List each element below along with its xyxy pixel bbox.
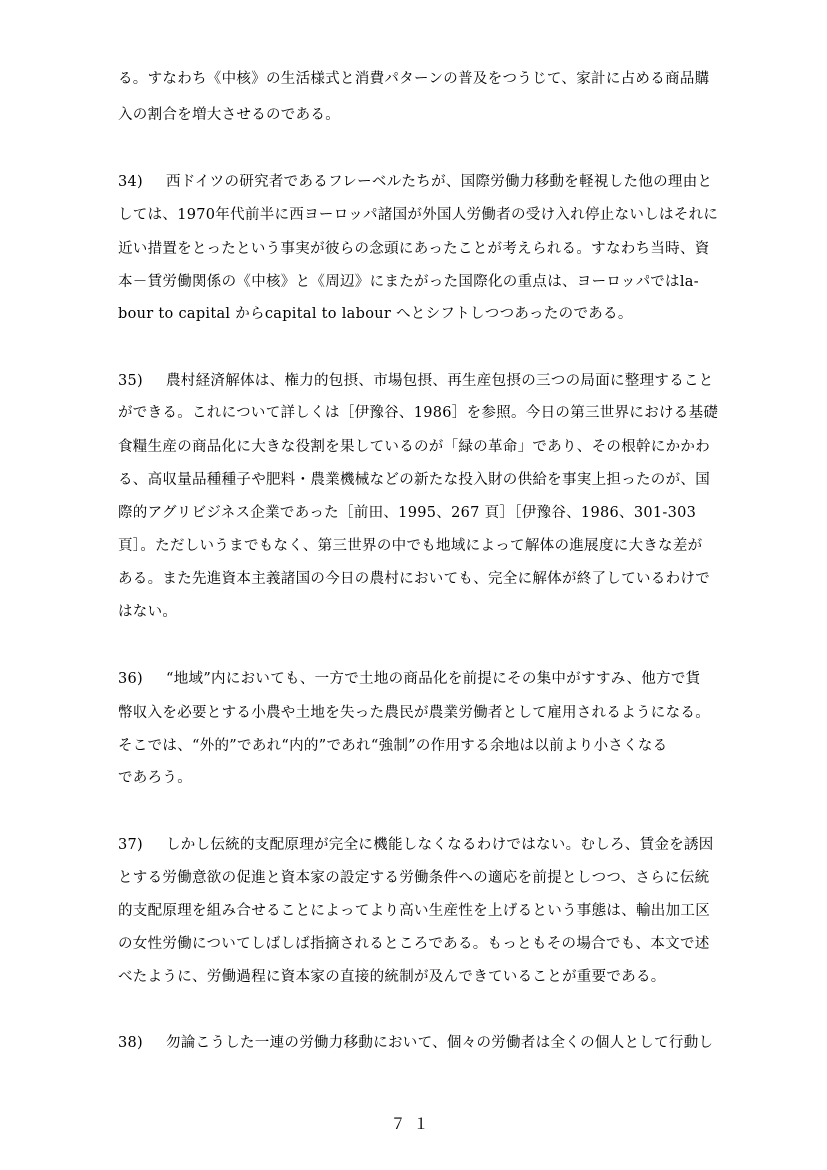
note-number: 36) (118, 671, 144, 687)
note-34-line-4: 本－賃労働関係の《中核》と《周辺》にまたがった国際化の重点は、ヨーロッパではla- (118, 274, 699, 290)
note-35-line-6: 頁］。ただしいうまでもなく、第三世界の中でも地域によって解体の進展度に大きな差が (118, 538, 703, 554)
note-34-line-2: しては、1970年代前半に西ヨーロッパ諸国が外国人労働者の受け入れ停止ないしはそれに (118, 207, 719, 223)
note-text: 農村経済解体は、権力的包摂、市場包摂、再生産包摂の三つの局面に整理すること (166, 373, 714, 389)
note-35-line-8: はない。 (118, 604, 178, 620)
note-text: 西ドイツの研究者であるフレーベルたちが、国際労働力移動を軽視した他の理由と (166, 174, 713, 190)
note-37-line-3: 的支配原理を組み合せることによってより高い生産性を上げるという事態は、輸出加工区 (118, 903, 710, 919)
note-34-line-1 (118, 172, 768, 192)
note-number: 38) (118, 1035, 144, 1051)
note-number: 35) (118, 373, 144, 389)
note-34-line-3: 近い措置をとったという事実が彼らの念頭にあったことが考えられる。すなわち当時、資 (118, 241, 710, 257)
continuation-line-2: 入の割合を増大させるのである。 (118, 107, 340, 123)
note-text: 勿論こうした一連の労働力移動において、個々の労働者は全くの個人として行動し (166, 1035, 714, 1051)
note-number: 37) (118, 837, 144, 853)
note-35-line-1 (118, 371, 768, 391)
note-text: “地域”内においても、一方で土地の商品化を前提にその集中がすすみ、他方で貨 (166, 671, 701, 687)
note-35-line-5: 際的アグリビジネス企業であった［前田、1995、267 頁］［伊豫谷、1986、301-303 (118, 505, 697, 521)
note-37-line-5: べたように、労働過程に資本家の直接的統制が及んできていることが重要である。 (118, 969, 666, 985)
note-34-line-5: bour to capital からcapital to labour へとシフトしつつあったのである。 (118, 306, 633, 322)
note-35-line-3: 食糧生産の商品化に大きな役割を果しているのが「緑の革命」であり、その根幹にかかわ (118, 439, 710, 455)
note-35-line-2: ができる。これについて詳しくは［伊豫谷、1986］を参照。今日の第三世界における基礎 (118, 405, 719, 421)
note-35-line-7: ある。また先進資本主義諸国の今日の農村においても、完全に解体が終了しているわけで (118, 571, 710, 587)
note-text: しかし伝統的支配原理が完全に機能しなくなるわけではない。むしろ、賃金を誘因 (166, 837, 714, 853)
note-number: 34) (118, 174, 144, 190)
note-36-line-3: そこでは、“外的”であれ“内的”であれ“強制”の作用する余地は以前より小さくなる (118, 738, 668, 754)
page-number: ７１ (390, 1115, 437, 1133)
note-36-line-2: 幣収入を必要とする小農や土地を失った農民が農業労働者として雇用されるようになる。 (118, 705, 710, 721)
note-37-line-4: の女性労働についてしばしば指摘されるところである。もっともその場合でも、本文で述 (118, 936, 710, 952)
note-36-line-1 (118, 669, 768, 689)
note-36-line-4: であろう。 (118, 770, 192, 786)
note-38-line-1 (118, 1033, 768, 1053)
note-37-line-2: とする労働意欲の促進と資本家の設定する労働条件への適応を前提としつつ、さらに伝統 (118, 870, 710, 886)
note-37-line-1 (118, 835, 768, 855)
note-35-line-4: る、高収量品種種子や肥料・農業機械などの新たな投入財の供給を事実上担ったのが、国 (118, 472, 710, 488)
continuation-line-1: る。すなわち《中核》の生活様式と消費パターンの普及をつうじて、家計に占める商品購 (118, 71, 710, 87)
